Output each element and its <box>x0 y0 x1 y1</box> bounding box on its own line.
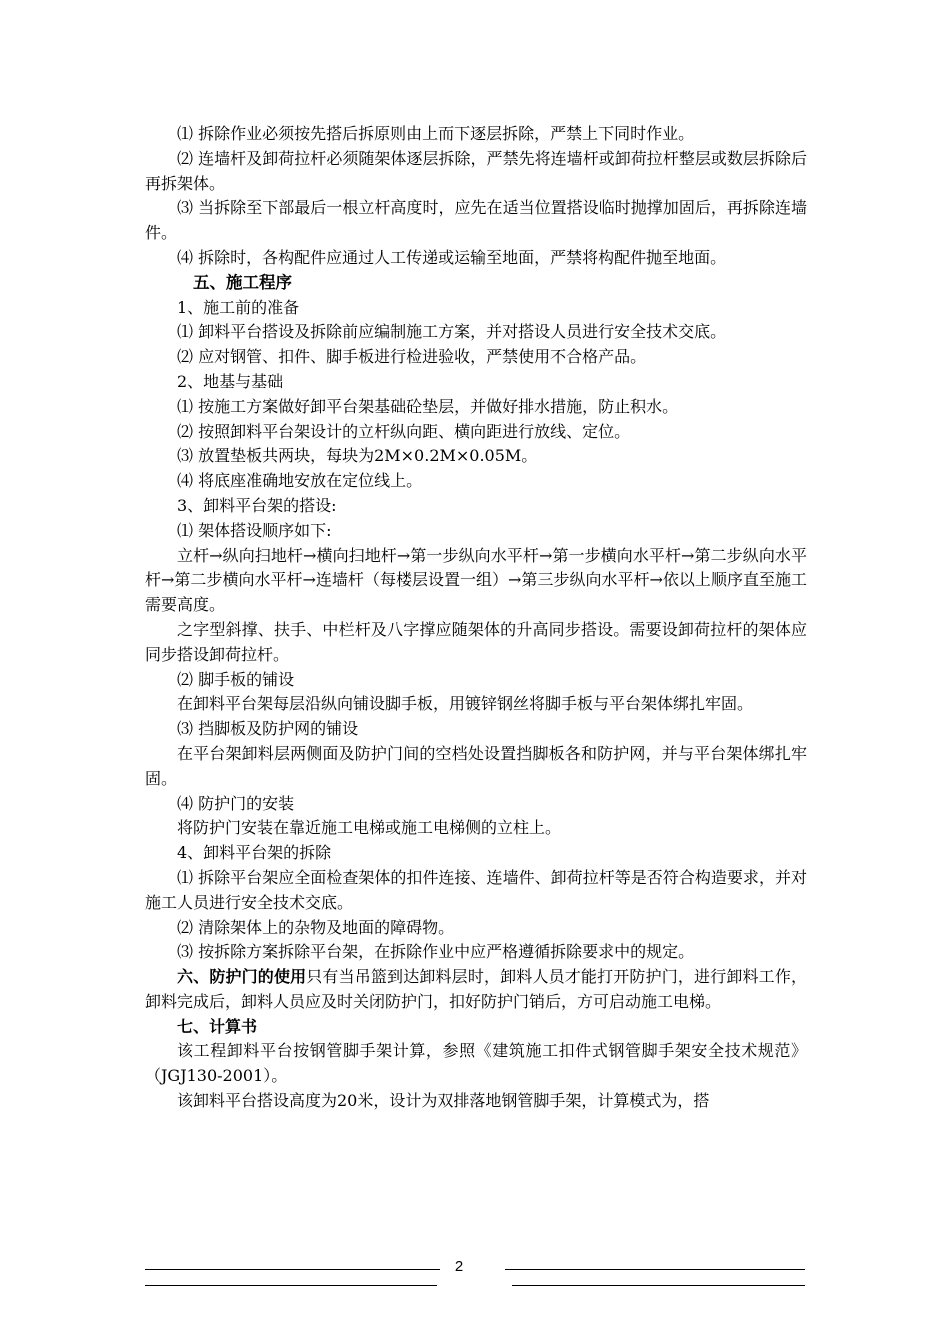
paragraph: ⑵ 清除架体上的杂物及地面的障碍物。 <box>177 917 455 937</box>
page-number: 2 <box>454 1258 464 1275</box>
paragraph: ⑷ 防护门的安装 <box>177 793 295 813</box>
paragraph: ⑶ 放置垫板共两块，每块为2M×0.2M×0.05M。 <box>177 446 538 466</box>
paragraph: 1、施工前的准备 <box>177 297 300 317</box>
document-body <box>145 122 807 1114</box>
paragraph: 该卸料平台搭设高度为20米，设计为双排落地钢管脚手架，计算模式为，搭 <box>177 1091 710 1111</box>
paragraph: ⑷ 将底座准确地安放在定位线上。 <box>177 471 423 491</box>
section-body: 只有当吊篮到达卸料层时，卸料人员才能打开防护门，进行卸料工作，卸料完成后，卸料人员应及时关闭防护门，扣好防护门销后，方可启动施工电梯。 <box>145 967 807 1011</box>
footer-rule-right-lower <box>512 1285 805 1286</box>
paragraph: ⑶ 按拆除方案拆除平台架，在拆除作业中应严格遵循拆除要求中的规定。 <box>177 942 695 962</box>
footer-rule-left-lower <box>145 1285 437 1286</box>
section-paragraph-protective-door <box>145 965 807 1015</box>
page-footer <box>0 1248 950 1298</box>
footer-rule-left <box>145 1269 437 1270</box>
paragraph: ⑵ 应对钢管、扣件、脚手板进行检进验收，严禁使用不合格产品。 <box>177 347 647 367</box>
paragraph: ⑶ 当拆除至下部最后一根立杆高度时，应先在适当位置搭设临时抛撑加固后，再拆除连墙件。 <box>145 198 807 243</box>
paragraph: ⑵ 连墙杆及卸荷拉杆必须随架体逐层拆除，严禁先将连墙杆或卸荷拉杆整层或数层拆除后再拆架体。 <box>145 148 807 193</box>
paragraph: 该工程卸料平台按钢管脚手架计算，参照《建筑施工扣件式钢管脚手架安全技术规范》（JGJ130-2001）。 <box>145 1041 807 1086</box>
paragraph: 4、卸料平台架的拆除 <box>177 843 332 863</box>
paragraph: ⑴ 拆除作业必须按先搭后拆原则由上而下逐层拆除，严禁上下同时作业。 <box>177 124 695 143</box>
paragraph: 在平台架卸料层两侧面及防护门间的空档处设置挡脚板各和防护网，并与平台架体绑扎牢固。 <box>145 743 807 788</box>
paragraph: ⑵ 按照卸料平台架设计的立杆纵向距、横向距进行放线、定位。 <box>177 421 631 441</box>
footer-rule-left-tick <box>432 1269 440 1270</box>
paragraph: ⑴ 按施工方案做好卸平台架基础砼垫层，并做好排水措施，防止积水。 <box>177 396 679 416</box>
paragraph: ⑵ 脚手板的铺设 <box>177 669 295 689</box>
paragraph: ⑴ 架体搭设顺序如下: <box>177 520 332 540</box>
paragraph: 在卸料平台架每层沿纵向铺设脚手板，用镀锌钢丝将脚手板与平台架体绑扎牢固。 <box>177 694 754 714</box>
footer-rule-right-tick <box>505 1269 513 1270</box>
paragraph: 之字型斜撑、扶手、中栏杆及八字撑应随架体的升高同步搭设。需要设卸荷拉杆的架体应同步搭设卸荷拉杆。 <box>145 619 807 664</box>
section-heading: 六、防护门的使用 <box>177 967 307 987</box>
footer-rule-right <box>512 1269 805 1270</box>
paragraph: ⑶ 挡脚板及防护网的铺设 <box>177 719 359 739</box>
paragraph: ⑴ 拆除平台架应全面检查架体的扣件连接、连墙件、卸荷拉杆等是否符合构造要求，并对施工人员进行安全技术交底。 <box>145 867 807 912</box>
paragraph: 立杆→纵向扫地杆→横向扫地杆→第一步纵向水平杆→第一步横向水平杆→第二步纵向水平杆→第二步横向水平杆→连墙杆（每楼层设置一组）→第三步纵向水平杆→依以上顺序直至施工需要高度。 <box>145 545 807 615</box>
paragraph: 将防护门安装在靠近施工电梯或施工电梯侧的立柱上。 <box>177 818 562 838</box>
paragraph: 2、地基与基础 <box>177 371 284 391</box>
paragraph: 3、卸料平台架的搭设: <box>177 495 337 515</box>
paragraph: ⑷ 拆除时，各构配件应通过人工传递或运输至地面，严禁将构配件抛至地面。 <box>177 247 727 267</box>
section-heading: 七、计算书 <box>177 1016 258 1036</box>
section-heading: 五、施工程序 <box>193 272 292 292</box>
paragraph: ⑴ 卸料平台搭设及拆除前应编制施工方案，并对搭设人员进行安全技术交底。 <box>177 322 727 342</box>
